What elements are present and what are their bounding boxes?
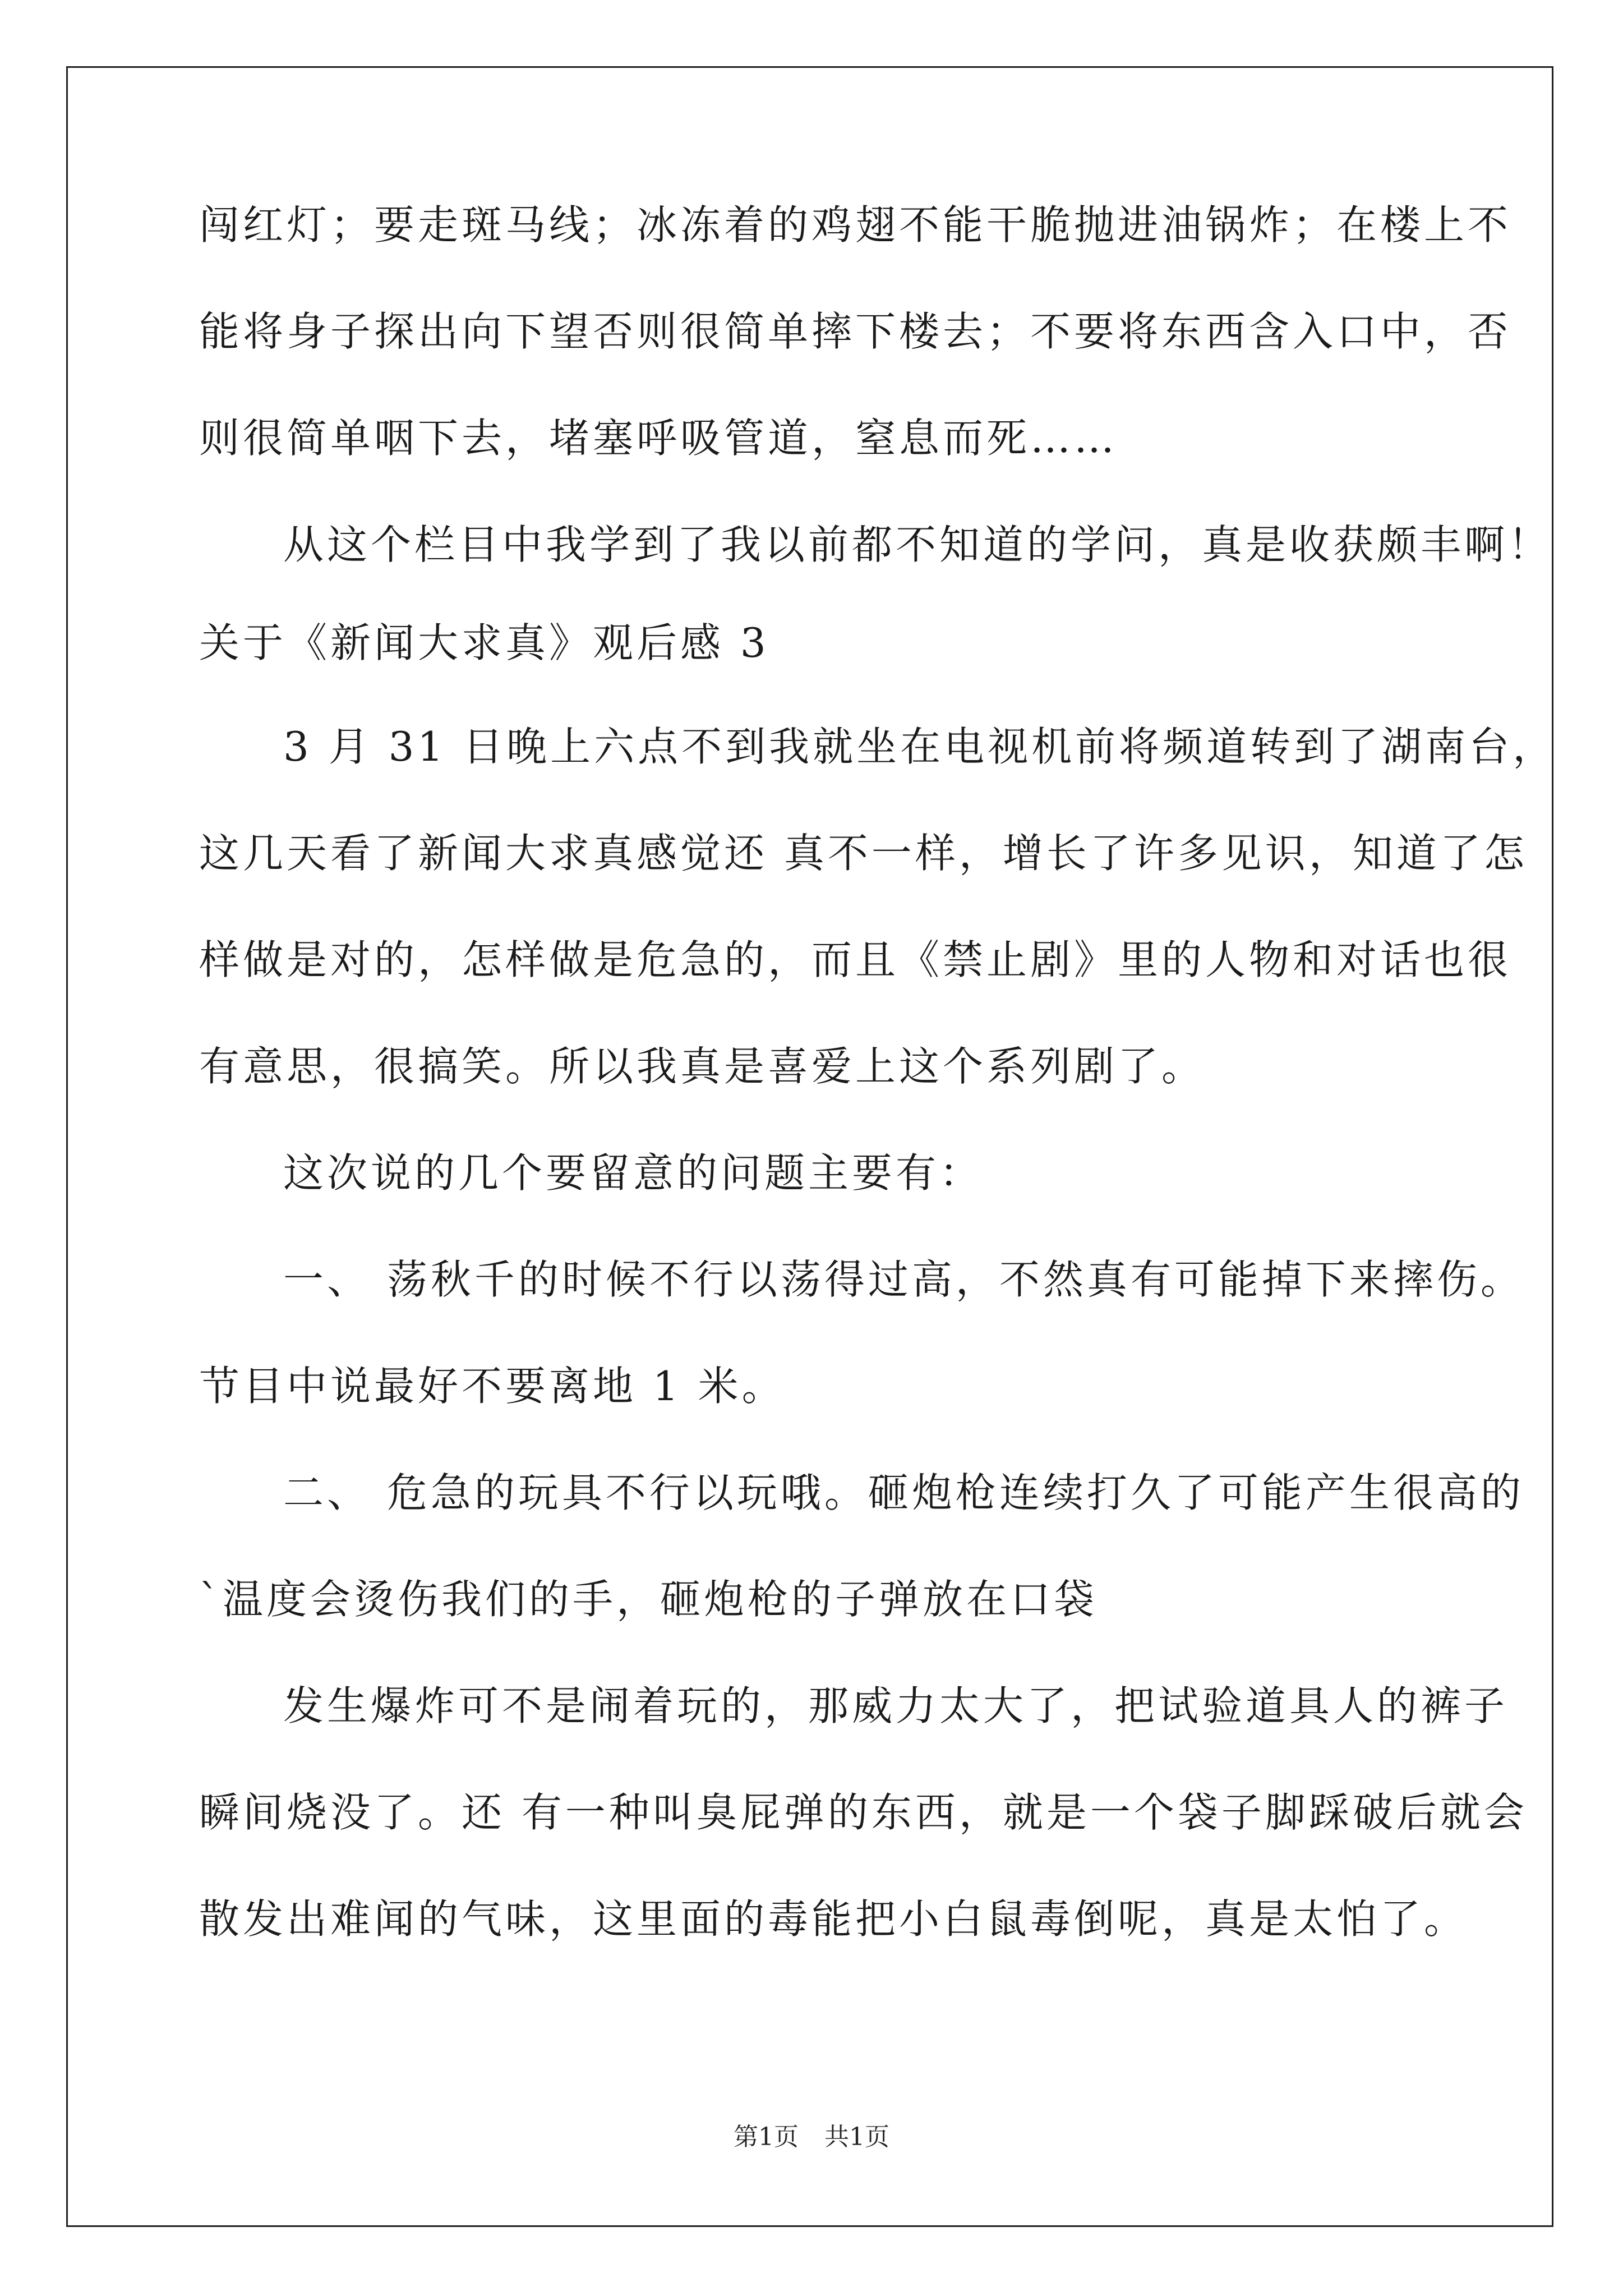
paragraph-start: 从这个栏目中我学到了我以前都不知道的学问，真是收获颇丰啊！	[283, 521, 1552, 568]
text-line: 散发出难闻的气味，这里面的毒能把小白鼠毒倒呢，真是太怕了。	[199, 1895, 1468, 1943]
page-total: 共1页	[824, 2123, 889, 2151]
text-line: 闯红灯；要走斑马线；冰冻着的鸡翅不能干脆抛进油锅炸；在楼上不	[199, 201, 1512, 249]
text-line: 这几天看了新闻大求真感觉还 真不一样，增长了许多见识，知道了怎	[199, 830, 1528, 877]
text-line: 瞬间烧没了。还 有一种叫臭屁弹的东西，就是一个袋子脚踩破后就会	[199, 1789, 1528, 1836]
text-line: 节目中说最好不要离地 1 米。	[199, 1363, 786, 1410]
paragraph-start: 这次说的几个要留意的问题主要有：	[283, 1149, 984, 1197]
text-line: 则很简单咽下去，堵塞呼吸管道，窒息而死……	[199, 415, 1118, 462]
text-line: 样做是对的，怎样做是危急的，而且《禁止剧》里的人物和对话也很	[199, 936, 1512, 983]
list-item-one: 一、 荡秋千的时候不行以荡得过高，不然真有可能掉下来摔伤。	[283, 1256, 1524, 1303]
paragraph-start: 3 月 31 日晚上六点不到我就坐在电视机前将频道转到了湖南台，	[283, 723, 1557, 770]
text-line: `温度会烫伤我们的手，砸炮枪的子弹放在口袋	[199, 1576, 1098, 1623]
list-item-two: 二、 危急的玩具不行以玩哦。砸炮枪连续打久了可能产生很高的	[283, 1469, 1524, 1516]
page-footer	[0, 2125, 1623, 2150]
section-heading: 关于《新闻大求真》观后感 3	[199, 619, 769, 666]
text-line: 能将身子探出向下望否则很简单摔下楼去；不要将东西含入口中，否	[199, 308, 1512, 355]
paragraph-start: 发生爆炸可不是闹着玩的，那威力太大了，把试验道具人的裤子	[283, 1682, 1509, 1729]
text-line: 有意思，很搞笑。所以我真是喜爱上这个系列剧了。	[199, 1043, 1206, 1090]
page-number: 第1页	[734, 2123, 799, 2151]
